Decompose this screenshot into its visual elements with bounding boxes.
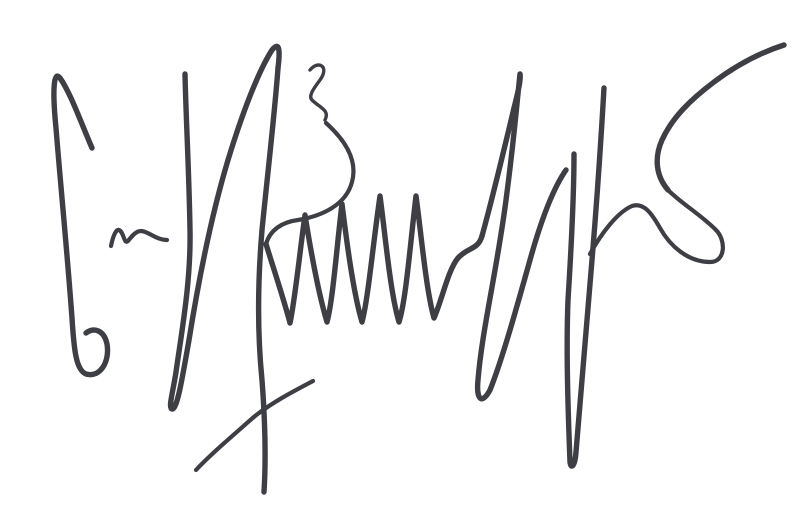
signature-stroke-bottom-slash (196, 381, 313, 470)
signature-strokes (54, 45, 784, 492)
signature-stroke-zigzag (266, 196, 482, 323)
signature-stroke-fourth-descender (567, 88, 604, 466)
signature-stroke-third-loop (478, 74, 566, 399)
signature-stroke-top-mark (310, 65, 326, 120)
signature-stroke-left-loop (54, 76, 108, 374)
signature-stroke-right-loop (590, 190, 723, 262)
signature-stroke-small-hook (111, 230, 167, 246)
signature-stroke-final-arc (657, 45, 784, 190)
